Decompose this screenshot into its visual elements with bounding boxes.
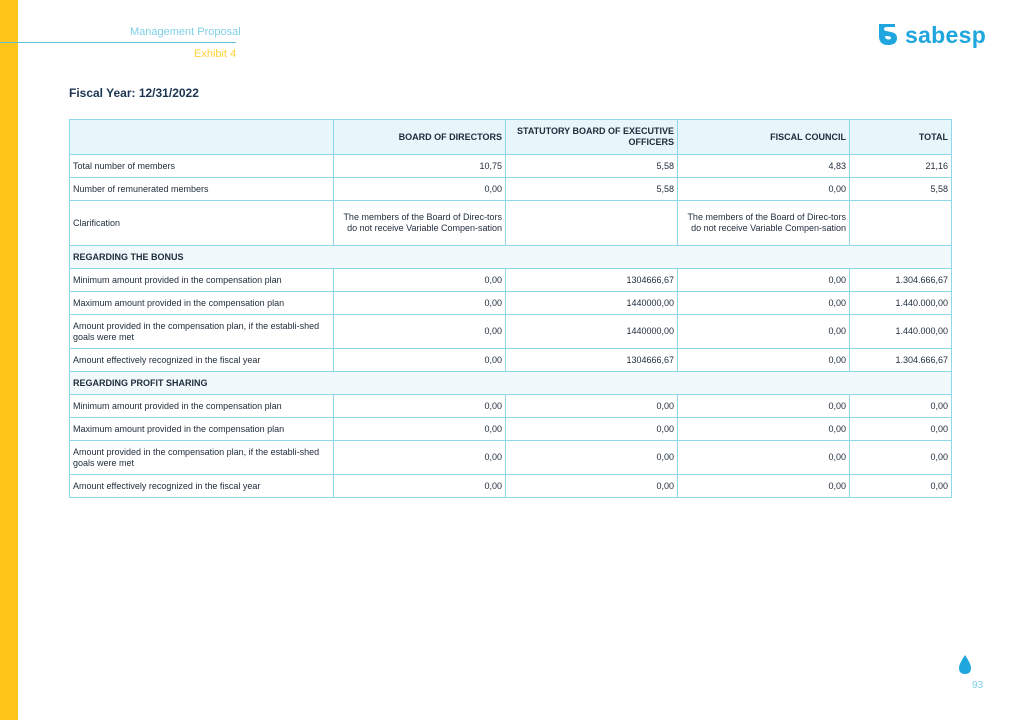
cell-value: 0,00 (678, 441, 850, 475)
cell-value: 0,00 (334, 292, 506, 315)
cell-value: 1.304.666,67 (850, 269, 952, 292)
table-header-row (70, 120, 952, 155)
section-row-bonus (70, 246, 952, 269)
section-row-profit-sharing (70, 372, 952, 395)
cell-value: 0,00 (334, 315, 506, 349)
page-number: 93 (972, 680, 984, 691)
cell-value: 0,00 (334, 475, 506, 498)
cell-value: 0,00 (850, 475, 952, 498)
cell-value: 0,00 (850, 395, 952, 418)
table-row (70, 475, 952, 498)
column-header-board-of-directors: BOARD OF DIRECTORS (334, 120, 506, 155)
document-title: Management Proposal (130, 26, 241, 38)
cell-value: 0,00 (334, 441, 506, 475)
cell-note: The members of the Board of Direc-tors do not receive Variable Compen-sation (678, 201, 850, 246)
cell-note (506, 201, 678, 246)
row-label: Maximum amount provided in the compensation plan (70, 418, 334, 441)
table-row (70, 269, 952, 292)
table-row (70, 349, 952, 372)
cell-note: The members of the Board of Direc-tors do not receive Variable Compen-sation (334, 201, 506, 246)
cell-value: 0,00 (678, 349, 850, 372)
cell-value: 0,00 (334, 418, 506, 441)
cell-value: 0,00 (334, 395, 506, 418)
cell-value: 0,00 (678, 292, 850, 315)
cell-note (850, 201, 952, 246)
compensation-table (69, 119, 952, 498)
column-header-label (70, 120, 334, 155)
column-header-fiscal-council: FISCAL COUNCIL (678, 120, 850, 155)
cell-value: 1304666,67 (506, 269, 678, 292)
row-label: Amount provided in the compensation plan, if the establi-shed goals were met (70, 441, 334, 475)
cell-value: 21,16 (850, 155, 952, 178)
cell-value: 0,00 (850, 441, 952, 475)
table-row (70, 315, 952, 349)
cell-value: 0,00 (678, 395, 850, 418)
row-label: Total number of members (70, 155, 334, 178)
table-row (70, 201, 952, 246)
column-header-statutory-board: STATUTORY BOARD OF EXECUTIVE OFFICERS (506, 120, 678, 155)
row-label: Amount effectively recognized in the fiscal year (70, 349, 334, 372)
section-title: REGARDING THE BONUS (70, 246, 952, 269)
cell-value: 5,58 (506, 178, 678, 201)
fiscal-year-heading: Fiscal Year: 12/31/2022 (69, 86, 199, 100)
cell-value: 1440000,00 (506, 315, 678, 349)
column-header-total: TOTAL (850, 120, 952, 155)
table-row (70, 395, 952, 418)
cell-value: 5,58 (850, 178, 952, 201)
cell-value: 0,00 (506, 441, 678, 475)
cell-value: 1.304.666,67 (850, 349, 952, 372)
cell-value: 0,00 (334, 349, 506, 372)
cell-value: 0,00 (334, 178, 506, 201)
sabesp-logo-icon (876, 22, 900, 48)
header-divider (0, 42, 236, 43)
row-label: Maximum amount provided in the compensation plan (70, 292, 334, 315)
cell-value: 0,00 (506, 395, 678, 418)
exhibit-label: Exhibit 4 (194, 48, 237, 60)
cell-value: 0,00 (506, 475, 678, 498)
row-label: Amount provided in the compensation plan, if the establi-shed goals were met (70, 315, 334, 349)
cell-value: 1440000,00 (506, 292, 678, 315)
cell-value: 4,83 (678, 155, 850, 178)
row-label: Clarification (70, 201, 334, 246)
cell-value: 5,58 (506, 155, 678, 178)
logo-text: sabesp (905, 22, 987, 48)
cell-value: 0,00 (334, 269, 506, 292)
table-row (70, 178, 952, 201)
row-label: Amount effectively recognized in the fiscal year (70, 475, 334, 498)
sabesp-logo (876, 22, 986, 48)
row-label: Minimum amount provided in the compensation plan (70, 395, 334, 418)
cell-value: 0,00 (506, 418, 678, 441)
table-row (70, 155, 952, 178)
cell-value: 0,00 (678, 418, 850, 441)
cell-value: 0,00 (850, 418, 952, 441)
table-row (70, 418, 952, 441)
table-row (70, 441, 952, 475)
cell-value: 0,00 (678, 178, 850, 201)
cell-value: 0,00 (678, 269, 850, 292)
cell-value: 1304666,67 (506, 349, 678, 372)
table-row (70, 292, 952, 315)
left-accent-bar (0, 0, 18, 720)
water-drop-icon (958, 655, 972, 675)
row-label: Minimum amount provided in the compensation plan (70, 269, 334, 292)
cell-value: 0,00 (678, 315, 850, 349)
cell-value: 10,75 (334, 155, 506, 178)
row-label: Number of remunerated members (70, 178, 334, 201)
cell-value: 0,00 (678, 475, 850, 498)
cell-value: 1.440.000,00 (850, 292, 952, 315)
cell-value: 1.440.000,00 (850, 315, 952, 349)
section-title: REGARDING PROFIT SHARING (70, 372, 952, 395)
